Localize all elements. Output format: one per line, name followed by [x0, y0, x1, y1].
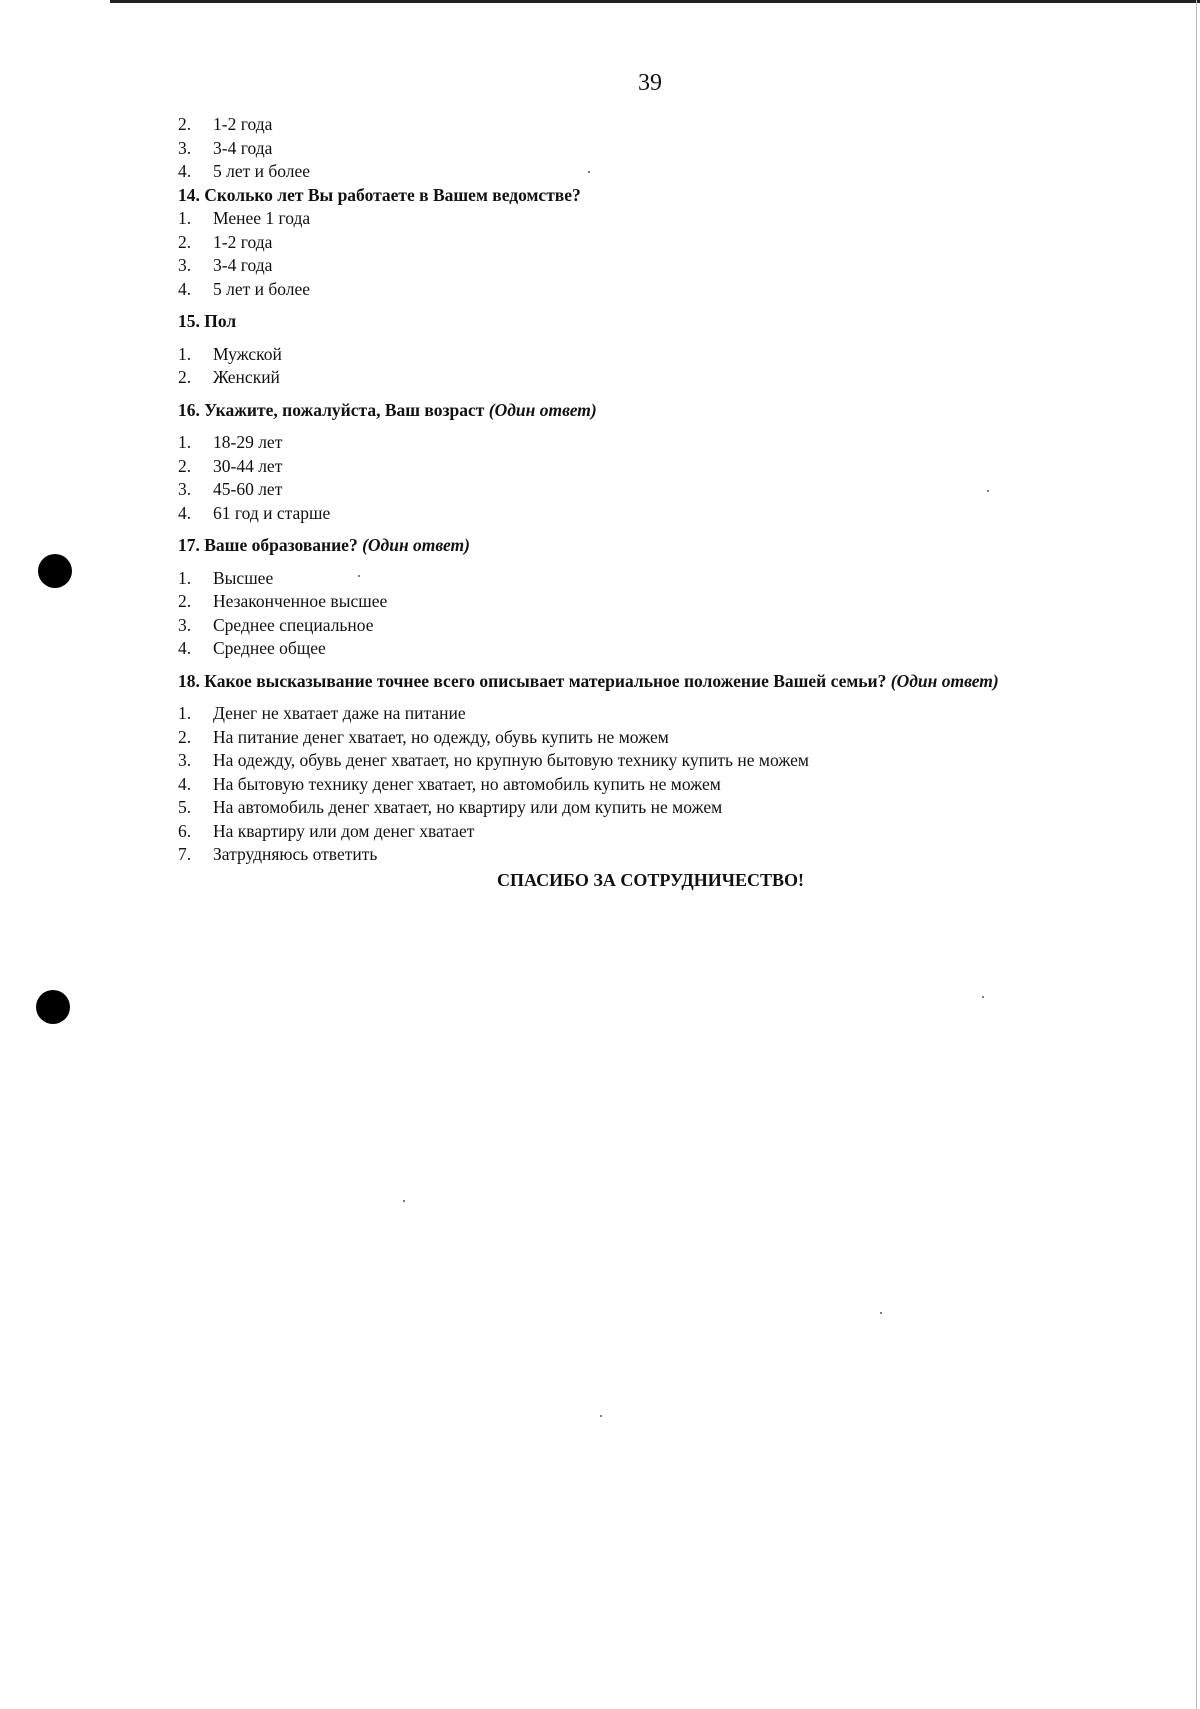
option-text: 1-2 года	[213, 114, 273, 134]
question-15-options	[178, 343, 1123, 390]
option-number: 3.	[178, 255, 192, 275]
questionnaire-body	[178, 113, 1123, 892]
page-number: 39	[638, 70, 662, 96]
list-item	[178, 796, 1123, 820]
list-item	[178, 160, 1123, 184]
list-item	[178, 231, 1123, 255]
list-item	[178, 278, 1123, 302]
question-17-note: (Один ответ)	[362, 535, 470, 555]
scan-speck	[982, 996, 984, 998]
punch-hole-upper	[38, 554, 72, 588]
question-18-title	[178, 670, 1123, 694]
option-text: Денег не хватает даже на питание	[213, 703, 466, 723]
option-text: 45-60 лет	[213, 479, 283, 499]
option-text: Мужской	[213, 343, 282, 364]
question-18-text: 18. Какое высказывание точнее всего описывает материальное положение Вашей семьи?	[178, 670, 891, 691]
option-text: 3-4 года	[213, 137, 273, 158]
option-number: 4.	[178, 278, 192, 299]
option-text: На квартиру или дом денег хватает	[213, 820, 475, 841]
option-text: Затрудняюсь ответить	[213, 844, 378, 864]
option-text: Менее 1 года	[213, 208, 311, 228]
list-item	[178, 343, 1123, 367]
option-number: 4.	[178, 638, 192, 658]
option-text: На автомобиль денег хватает, но квартиру или дом купить не можем	[213, 797, 723, 817]
option-number: 1.	[178, 343, 192, 364]
option-number: 7.	[178, 844, 192, 864]
option-number: 2.	[178, 591, 192, 611]
option-text: Среднее общее	[213, 638, 326, 658]
option-number: 2.	[178, 231, 192, 252]
option-number: 1.	[178, 703, 192, 723]
question-16-note: (Один ответ)	[488, 399, 597, 420]
scan-speck	[403, 1200, 405, 1202]
list-item	[178, 567, 1123, 591]
option-text: Женский	[213, 367, 280, 387]
list-item	[178, 478, 1123, 502]
scan-top-border	[110, 0, 1200, 3]
option-text: 18-29 лет	[213, 432, 283, 452]
option-number: 2.	[178, 114, 192, 134]
option-number: 3.	[178, 479, 192, 499]
scan-speck	[880, 1312, 882, 1314]
list-item	[178, 137, 1123, 161]
question-17-title	[178, 534, 1123, 558]
option-number: 1.	[178, 432, 192, 452]
list-item	[178, 843, 1123, 867]
option-number: 3.	[178, 137, 192, 158]
list-item	[178, 702, 1123, 726]
question-16-options	[178, 431, 1123, 525]
list-item	[178, 113, 1123, 137]
option-number: 3.	[178, 750, 192, 770]
list-item	[178, 455, 1123, 479]
question-14-title: 14. Сколько лет Вы работаете в Вашем ведомстве?	[178, 184, 581, 205]
option-text: Среднее специальное	[213, 614, 374, 635]
option-number: 4.	[178, 502, 192, 523]
option-number: 1.	[178, 567, 192, 588]
list-item	[178, 773, 1123, 797]
scan-right-edge	[1196, 0, 1197, 1709]
option-text: 61 год и старше	[213, 502, 331, 523]
scan-speck	[600, 1415, 602, 1417]
list-item	[178, 431, 1123, 455]
list-item	[178, 254, 1123, 278]
option-number: 2.	[178, 726, 192, 747]
option-text: 5 лет и более	[213, 278, 311, 299]
question-18-note: (Один ответ)	[890, 670, 999, 691]
question-14-options	[178, 207, 1123, 301]
list-item	[178, 637, 1123, 661]
option-text: 30-44 лет	[213, 455, 283, 476]
option-number: 5.	[178, 797, 192, 817]
list-item	[178, 207, 1123, 231]
list-item	[178, 614, 1123, 638]
option-text: 5 лет и более	[213, 161, 311, 181]
question-17-options	[178, 567, 1123, 661]
list-item	[178, 366, 1123, 390]
list-item	[178, 820, 1123, 844]
option-text: Высшее	[213, 567, 274, 588]
option-text: 3-4 года	[213, 255, 273, 275]
list-item	[178, 502, 1123, 526]
option-text: Незаконченное высшее	[213, 591, 388, 611]
option-number: 2.	[178, 367, 192, 387]
question-16-text: 16. Укажите, пожалуйста, Ваш возраст	[178, 399, 489, 420]
option-number: 1.	[178, 208, 192, 228]
closing-thanks: СПАСИБО ЗА СОТРУДНИЧЕСТВО!	[497, 869, 804, 890]
option-text: На бытовую технику денег хватает, но автомобиль купить не можем	[213, 773, 721, 794]
question-17-text: 17. Ваше образование?	[178, 535, 363, 555]
list-item	[178, 749, 1123, 773]
option-number: 2.	[178, 455, 192, 476]
option-number: 3.	[178, 614, 192, 635]
option-text: На одежду, обувь денег хватает, но крупную бытовую технику купить не можем	[213, 750, 809, 770]
list-item	[178, 726, 1123, 750]
question-18-options	[178, 702, 1123, 867]
option-number: 4.	[178, 773, 192, 794]
list-item	[178, 590, 1123, 614]
punch-hole-lower	[36, 990, 70, 1024]
question-15-title: 15. Пол	[178, 311, 237, 331]
continued-options-list	[178, 113, 1123, 184]
option-text: 1-2 года	[213, 231, 273, 252]
option-text: На питание денег хватает, но одежду, обувь купить не можем	[213, 726, 669, 747]
question-16-title	[178, 399, 1123, 423]
option-number: 6.	[178, 820, 192, 841]
option-number: 4.	[178, 161, 192, 181]
